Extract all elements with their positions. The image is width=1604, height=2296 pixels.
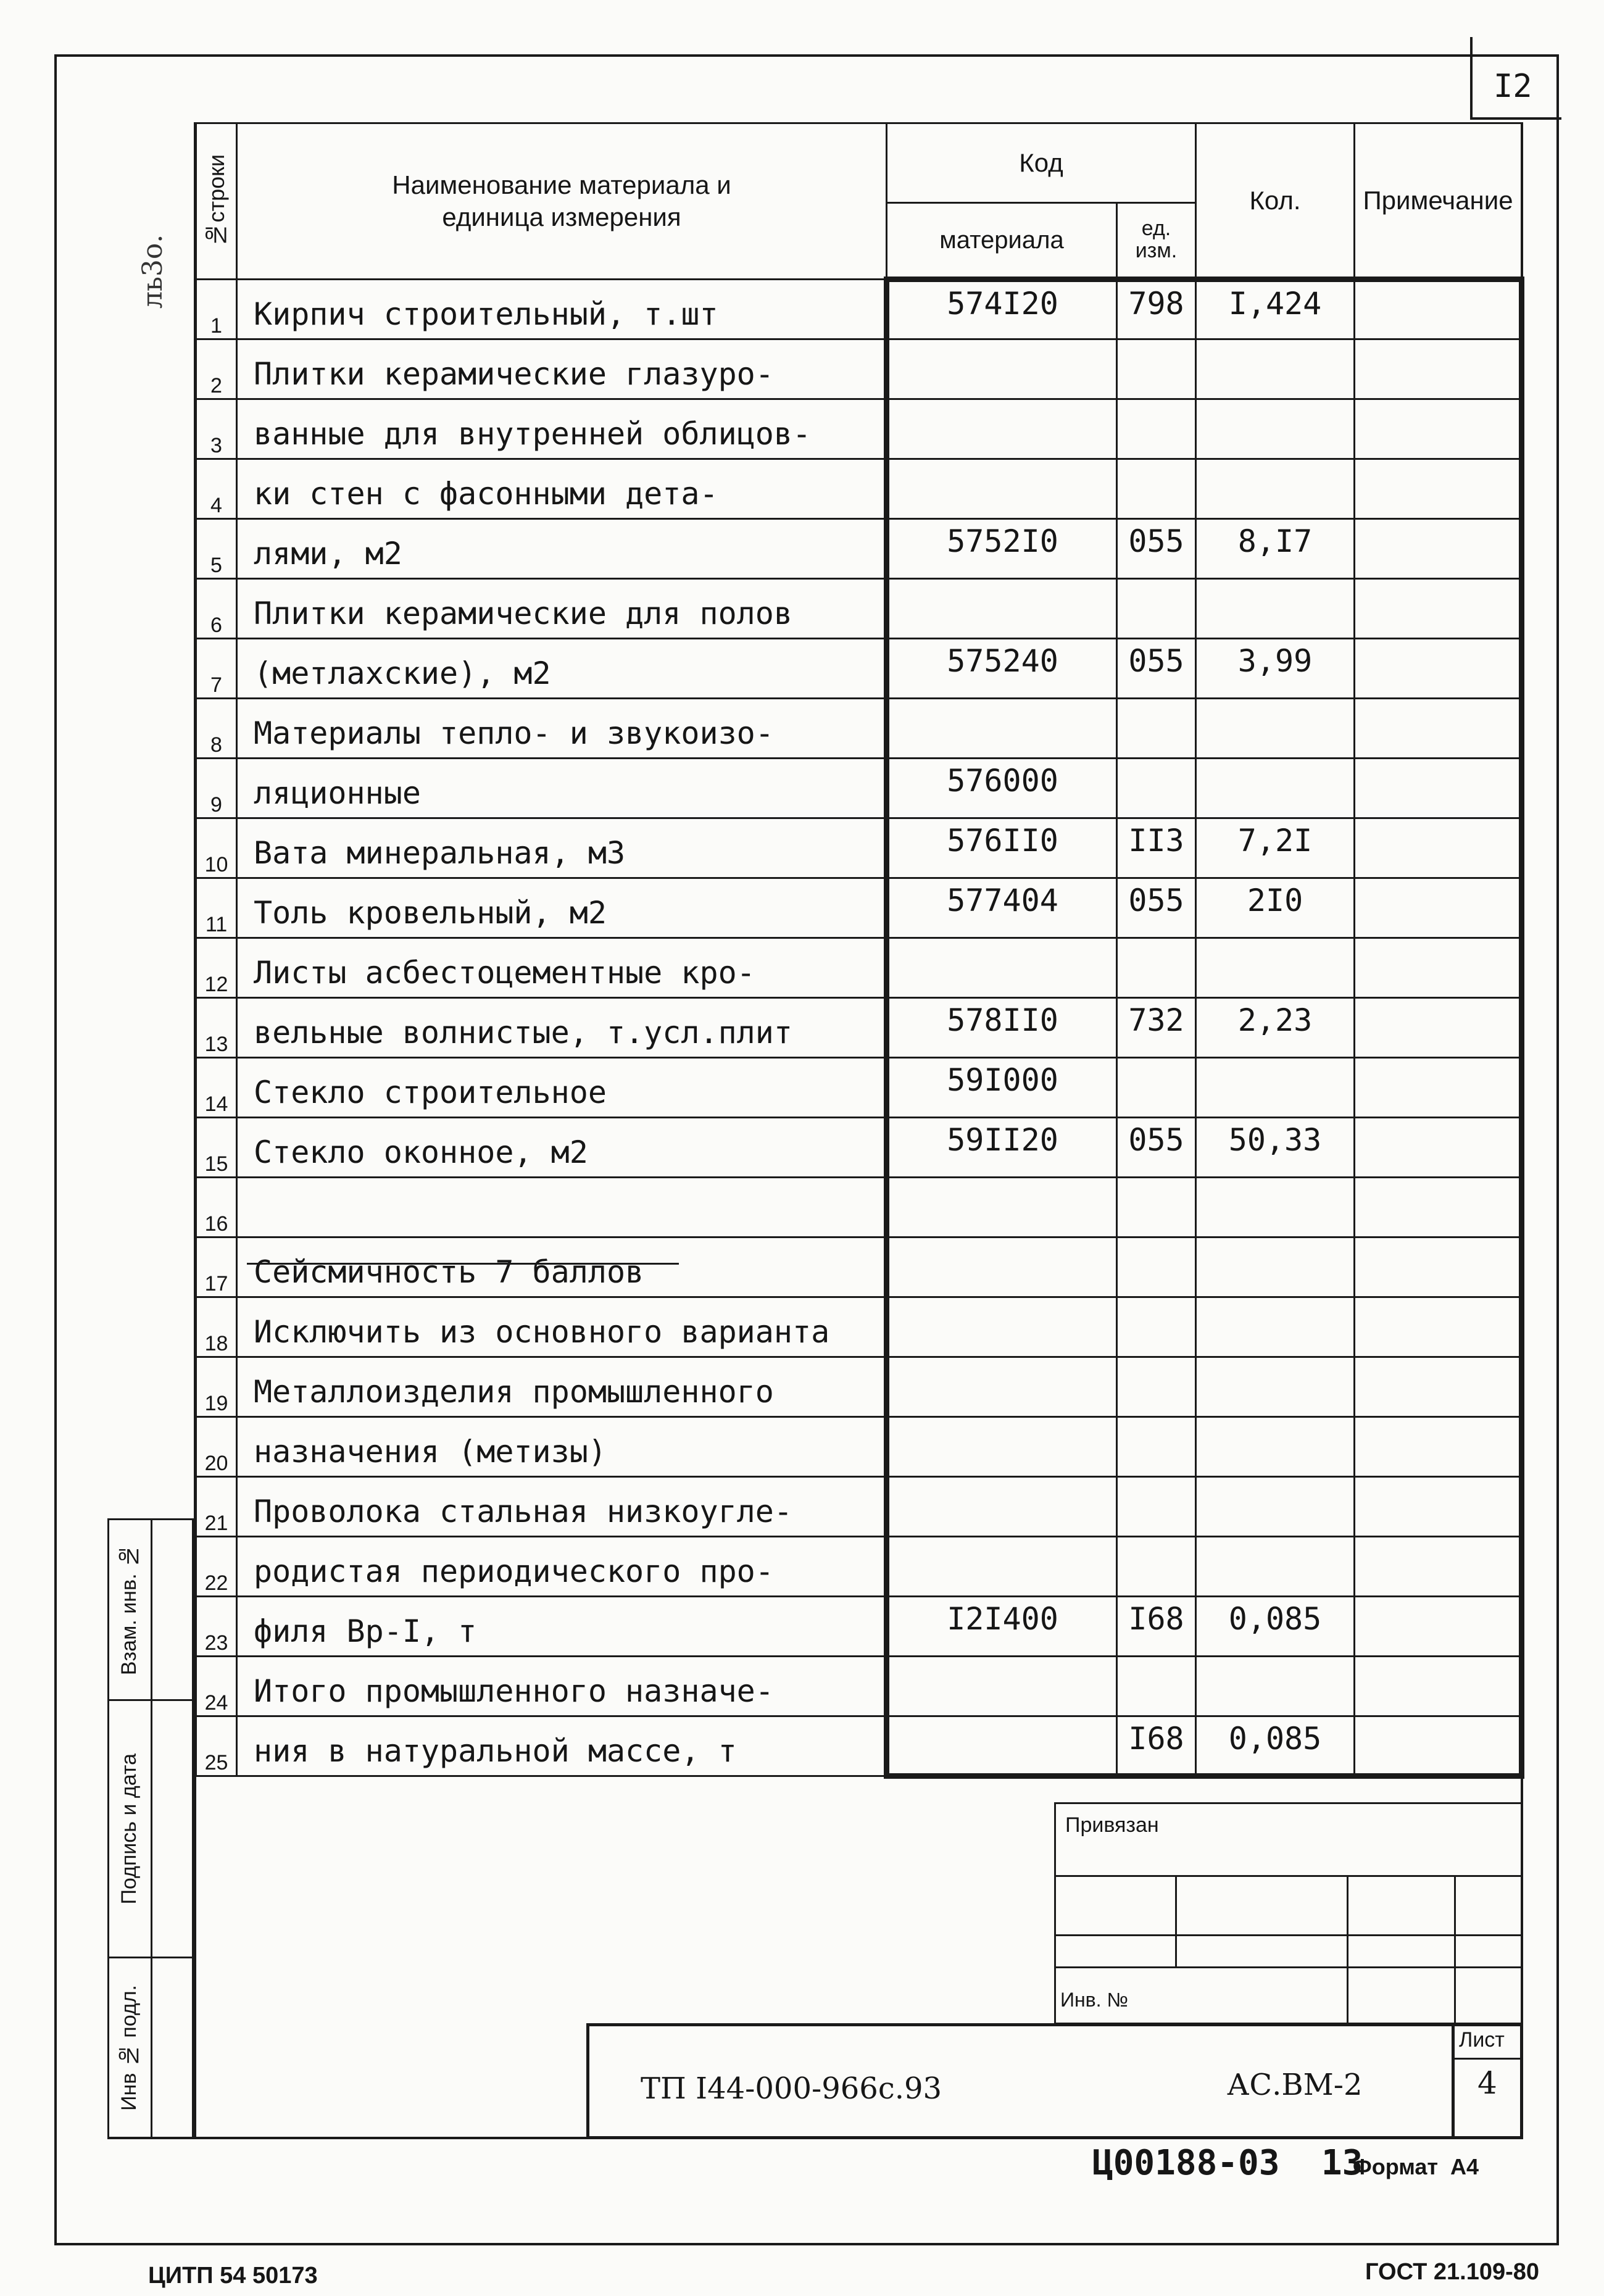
header-qty: Кол. xyxy=(1196,123,1355,280)
table-row xyxy=(196,878,1522,938)
table-row xyxy=(196,818,1522,878)
material-name: Плитки керамические для полов xyxy=(237,579,887,639)
material-code xyxy=(887,1537,1117,1597)
quantity xyxy=(1196,1357,1355,1417)
row-number: 23 xyxy=(196,1597,237,1657)
quantity xyxy=(1196,1657,1355,1716)
table-row xyxy=(196,1237,1522,1297)
note-cell xyxy=(1355,1477,1522,1537)
row-number: 21 xyxy=(196,1477,237,1537)
note-cell xyxy=(1355,759,1522,818)
material-code xyxy=(887,1237,1117,1297)
table-row xyxy=(196,1716,1522,1776)
note-cell xyxy=(1355,1237,1522,1297)
material-code xyxy=(887,1357,1117,1417)
note-cell xyxy=(1355,1657,1522,1716)
material-code: 578II0 xyxy=(887,998,1117,1058)
row-number: 4 xyxy=(196,459,237,519)
note-cell xyxy=(1355,579,1522,639)
material-code xyxy=(887,579,1117,639)
material-name: Листы асбестоцементные кро- xyxy=(237,938,887,998)
quantity: 2I0 xyxy=(1196,878,1355,938)
row-number: 9 xyxy=(196,759,237,818)
table-row xyxy=(196,1357,1522,1417)
table-row xyxy=(196,1297,1522,1357)
header-note: Примечание xyxy=(1355,123,1522,280)
material-code xyxy=(887,1716,1117,1776)
note-cell xyxy=(1355,339,1522,399)
note-cell xyxy=(1355,639,1522,699)
row-number: 10 xyxy=(196,818,237,878)
quantity xyxy=(1196,1417,1355,1477)
quantity xyxy=(1196,759,1355,818)
unit-code: 055 xyxy=(1117,878,1196,938)
unit-code xyxy=(1117,1657,1196,1716)
material-name: ванные для внутренней облицов- xyxy=(237,399,887,459)
note-cell xyxy=(1355,1058,1522,1118)
material-code: 575240 xyxy=(887,639,1117,699)
note-cell xyxy=(1355,818,1522,878)
sheet-cell-divider xyxy=(1452,2023,1455,2139)
row-number: 7 xyxy=(196,639,237,699)
material-name: Стекло строительное xyxy=(237,1058,887,1118)
note-cell xyxy=(1355,1178,1522,1237)
drawing-left-line xyxy=(194,122,196,2139)
note-cell xyxy=(1355,998,1522,1058)
table-row xyxy=(196,1118,1522,1178)
material-code xyxy=(887,1477,1117,1537)
table-row xyxy=(196,938,1522,998)
inv-no-label: Инв. № xyxy=(1060,1989,1128,2011)
unit-code xyxy=(1117,1477,1196,1537)
material-name: ки стен с фасонными дета- xyxy=(237,459,887,519)
unit-code: 732 xyxy=(1117,998,1196,1058)
note-cell xyxy=(1355,1537,1522,1597)
material-code: 577404 xyxy=(887,878,1117,938)
quantity xyxy=(1196,1058,1355,1118)
row-number: 13 xyxy=(196,998,237,1058)
material-code: I2I400 xyxy=(887,1597,1117,1657)
unit-code xyxy=(1117,1417,1196,1477)
quantity xyxy=(1196,1297,1355,1357)
header-code-unit: ед. изм. xyxy=(1117,203,1196,280)
material-name: ляционные xyxy=(237,759,887,818)
quantity xyxy=(1196,1477,1355,1537)
table-row xyxy=(196,1058,1522,1118)
material-name: Проволока стальная низкоугле- xyxy=(237,1477,887,1537)
material-name: филя Вр-I, т xyxy=(237,1597,887,1657)
table-row xyxy=(196,280,1522,339)
row-number: 20 xyxy=(196,1417,237,1477)
row-number: 5 xyxy=(196,519,237,579)
quantity: 50,33 xyxy=(1196,1118,1355,1178)
note-cell xyxy=(1355,399,1522,459)
material-code: 59I000 xyxy=(887,1058,1117,1118)
sheet-number: 4 xyxy=(1477,2065,1497,2101)
side-stamp-divider xyxy=(151,1518,152,2139)
material-code: 5752I0 xyxy=(887,519,1117,579)
unit-code xyxy=(1117,1237,1196,1297)
material-name: Толь кровельный, м2 xyxy=(237,878,887,938)
note-cell xyxy=(1355,878,1522,938)
row-number: 16 xyxy=(196,1178,237,1237)
table-row xyxy=(196,519,1522,579)
material-name: Вата минеральная, м3 xyxy=(237,818,887,878)
table-row xyxy=(196,998,1522,1058)
note-cell xyxy=(1355,519,1522,579)
row-number: 25 xyxy=(196,1716,237,1776)
material-code xyxy=(887,699,1117,759)
quantity: 2,23 xyxy=(1196,998,1355,1058)
table-row xyxy=(196,1178,1522,1237)
sheet-label: Лист xyxy=(1459,2028,1505,2052)
unit-code xyxy=(1117,1058,1196,1118)
note-cell xyxy=(1355,1357,1522,1417)
row-number: 15 xyxy=(196,1118,237,1178)
unit-code: I68 xyxy=(1117,1716,1196,1776)
unit-code: 055 xyxy=(1117,639,1196,699)
table-row xyxy=(196,1537,1522,1597)
material-name: Кирпич строительный, т.шт xyxy=(237,280,887,339)
quantity xyxy=(1196,339,1355,399)
material-code xyxy=(887,1178,1117,1237)
quantity: 0,085 xyxy=(1196,1716,1355,1776)
privyazan-label: Привязан xyxy=(1065,1813,1159,1837)
unit-code: 055 xyxy=(1117,1118,1196,1178)
doc-code: ТП I44-000-966с.93 xyxy=(641,2071,942,2106)
table-row xyxy=(196,339,1522,399)
material-code xyxy=(887,938,1117,998)
quantity xyxy=(1196,699,1355,759)
row-number: 17 xyxy=(196,1237,237,1297)
material-name: вельные волнистые, т.усл.плит xyxy=(237,998,887,1058)
table-row xyxy=(196,639,1522,699)
quantity xyxy=(1196,399,1355,459)
material-code: 574I20 xyxy=(887,280,1117,339)
material-code xyxy=(887,1417,1117,1477)
material-name: Металлоизделия промышленного xyxy=(237,1357,887,1417)
format-label: Формат А4 xyxy=(1353,2154,1479,2179)
table-row xyxy=(196,699,1522,759)
material-code xyxy=(887,399,1117,459)
note-cell xyxy=(1355,699,1522,759)
table-row xyxy=(196,579,1522,639)
quantity xyxy=(1196,1537,1355,1597)
table-row xyxy=(196,1657,1522,1716)
row-number: 11 xyxy=(196,878,237,938)
row-number: 22 xyxy=(196,1537,237,1597)
quantity xyxy=(1196,459,1355,519)
row-number: 14 xyxy=(196,1058,237,1118)
material-code xyxy=(887,1657,1117,1716)
quantity: 0,085 xyxy=(1196,1597,1355,1657)
material-name: (метлахские), м2 xyxy=(237,639,887,699)
material-name: Итого промышленного назначе- xyxy=(237,1657,887,1716)
materials-spec-table xyxy=(195,122,1524,1779)
unit-code xyxy=(1117,579,1196,639)
side-label-inv-podl: Инв № подл. xyxy=(117,1985,141,2111)
quantity: I,424 xyxy=(1196,280,1355,339)
material-name: Плитки керамические глазуро- xyxy=(237,339,887,399)
row-number: 2 xyxy=(196,339,237,399)
row-number: 24 xyxy=(196,1657,237,1716)
note-cell xyxy=(1355,1597,1522,1657)
side-label-vzam: Взам. инв. № xyxy=(117,1544,141,1676)
margin-note: ль3о. xyxy=(137,234,168,309)
row-number: 19 xyxy=(196,1357,237,1417)
quantity: 7,2I xyxy=(1196,818,1355,878)
unit-code xyxy=(1117,399,1196,459)
unit-code: 055 xyxy=(1117,519,1196,579)
note-cell xyxy=(1355,938,1522,998)
seismic-underline xyxy=(247,1263,679,1265)
quantity xyxy=(1196,938,1355,998)
unit-code xyxy=(1117,339,1196,399)
footer-gost: ГОСТ 21.109-80 xyxy=(1365,2259,1540,2285)
table-row xyxy=(196,399,1522,459)
material-code: 576000 xyxy=(887,759,1117,818)
unit-code xyxy=(1117,1357,1196,1417)
footer-left-code: ЦИТП 54 50173 xyxy=(148,2263,318,2289)
unit-code xyxy=(1117,1297,1196,1357)
note-cell xyxy=(1355,1297,1522,1357)
row-number: 18 xyxy=(196,1297,237,1357)
header-name: Наименование материала и единица измерения xyxy=(237,123,887,280)
archive-stamp: Ц00188-03 13 xyxy=(1092,2143,1363,2183)
quantity: 3,99 xyxy=(1196,639,1355,699)
doc-mark: АС.ВМ-2 xyxy=(1227,2068,1363,2102)
material-name: Стекло оконное, м2 xyxy=(237,1118,887,1178)
unit-code: II3 xyxy=(1117,818,1196,878)
table-row xyxy=(196,1477,1522,1537)
unit-code: I68 xyxy=(1117,1597,1196,1657)
row-number: 3 xyxy=(196,399,237,459)
material-name: лями, м2 xyxy=(237,519,887,579)
material-code xyxy=(887,459,1117,519)
material-name: Материалы тепло- и звукоизо- xyxy=(237,699,887,759)
material-code xyxy=(887,1297,1117,1357)
material-name: назначения (метизы) xyxy=(237,1417,887,1477)
note-cell xyxy=(1355,1118,1522,1178)
table-row xyxy=(196,759,1522,818)
material-name: Исключить из основного варианта xyxy=(237,1297,887,1357)
unit-code xyxy=(1117,459,1196,519)
quantity xyxy=(1196,1237,1355,1297)
quantity: 8,I7 xyxy=(1196,519,1355,579)
row-number: 1 xyxy=(196,280,237,339)
table-row xyxy=(196,459,1522,519)
sheet-cell-hline xyxy=(1452,2058,1523,2060)
row-number: 12 xyxy=(196,938,237,998)
unit-code xyxy=(1117,1537,1196,1597)
quantity xyxy=(1196,1178,1355,1237)
table-row xyxy=(196,1597,1522,1657)
material-name: ния в натуральной массе, т xyxy=(237,1716,887,1776)
note-cell xyxy=(1355,1417,1522,1477)
table-row xyxy=(196,1417,1522,1477)
sheet-corner-number: I2 xyxy=(1494,68,1532,105)
row-number: 8 xyxy=(196,699,237,759)
material-code: 576II0 xyxy=(887,818,1117,878)
material-code: 59II20 xyxy=(887,1118,1117,1178)
material-code xyxy=(887,339,1117,399)
unit-code xyxy=(1117,759,1196,818)
unit-code xyxy=(1117,1178,1196,1237)
material-name xyxy=(237,1178,887,1237)
header-code: Код xyxy=(887,123,1196,203)
note-cell xyxy=(1355,280,1522,339)
row-number: 6 xyxy=(196,579,237,639)
unit-code: 798 xyxy=(1117,280,1196,339)
unit-code xyxy=(1117,938,1196,998)
side-label-podpis: Подпись и дата xyxy=(117,1753,141,1905)
header-code-material: материала xyxy=(887,203,1117,280)
quantity xyxy=(1196,579,1355,639)
header-row-no: №строки xyxy=(196,123,237,280)
unit-code xyxy=(1117,699,1196,759)
material-name: Сейсмичность 7 баллов xyxy=(237,1237,887,1297)
material-name: родистая периодического про- xyxy=(237,1537,887,1597)
note-cell xyxy=(1355,1716,1522,1776)
note-cell xyxy=(1355,459,1522,519)
